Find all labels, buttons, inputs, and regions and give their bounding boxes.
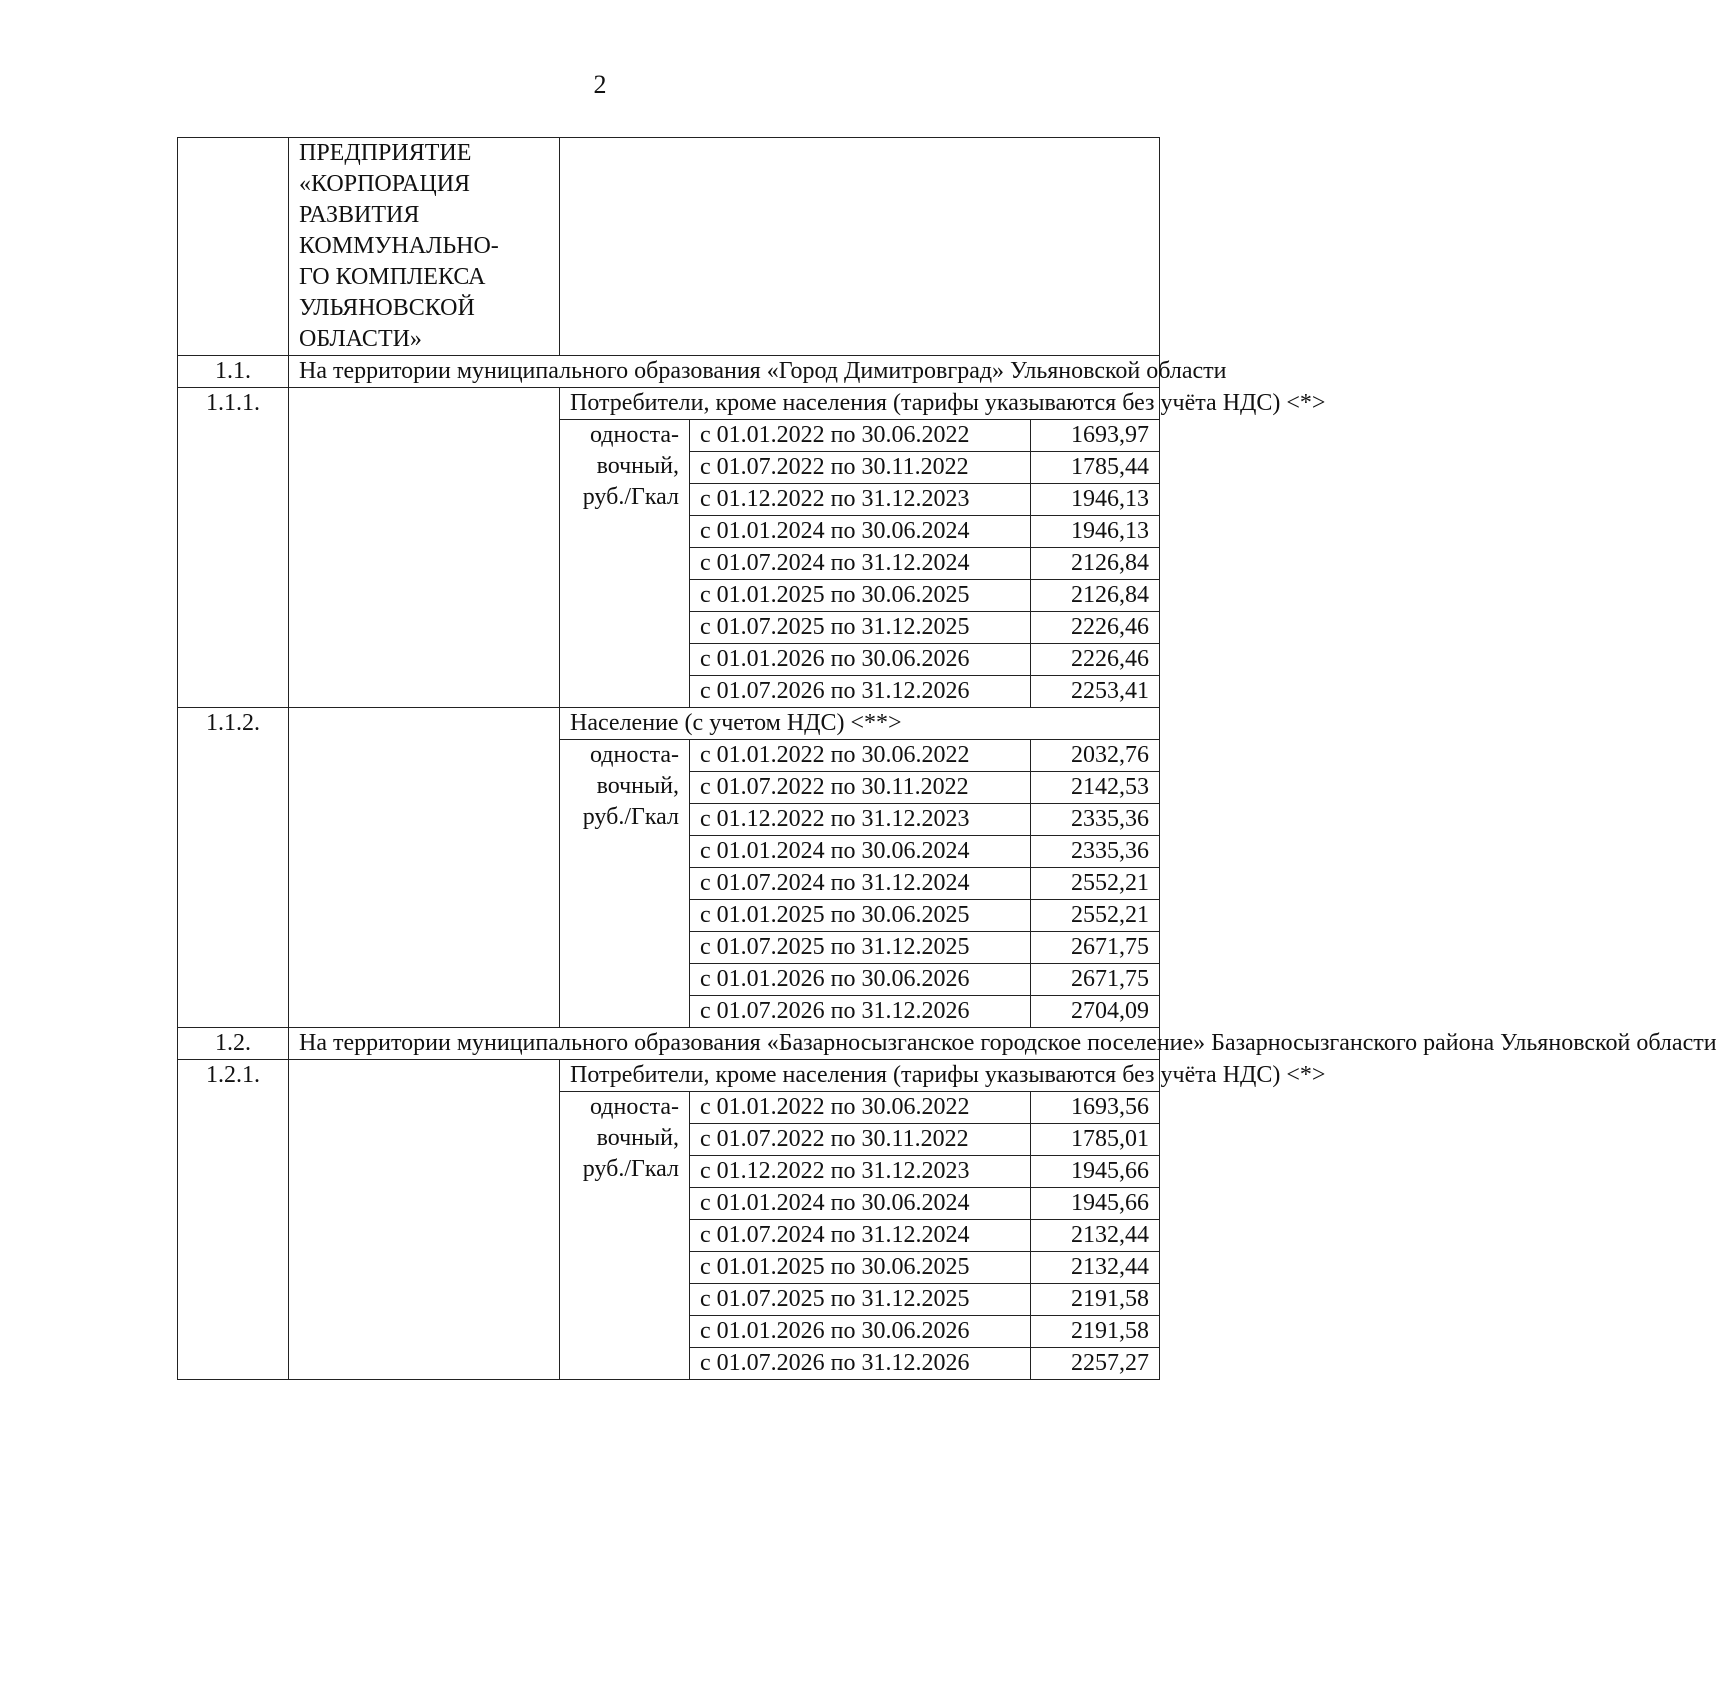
organization-name-line: ПРЕДПРИЯТИЕ <box>299 140 472 166</box>
tariff-period: с 01.07.2026 по 31.12.2026 <box>690 676 1031 708</box>
tariff-value: 2671,75 <box>1031 964 1160 996</box>
tariff-value: 2132,44 <box>1031 1220 1160 1252</box>
tariff-period: с 01.07.2024 по 31.12.2024 <box>690 1220 1031 1252</box>
organization-name-line: ОБЛАСТИ» <box>299 326 422 352</box>
group-title: Потребители, кроме населения (тарифы указываются без учёта НДС) <*> <box>560 388 1160 420</box>
unit-line: руб./Гкал <box>582 1156 679 1182</box>
tariff-value: 1785,44 <box>1031 452 1160 484</box>
tariff-period: с 01.01.2026 по 30.06.2026 <box>690 964 1031 996</box>
organization-row <box>178 138 1160 356</box>
organization-name-line: «КОРПОРАЦИЯ <box>299 171 471 197</box>
page-number: 2 <box>593 70 607 99</box>
tariff-period: с 01.07.2022 по 30.11.2022 <box>690 1124 1031 1156</box>
tariff-period: с 01.01.2024 по 30.06.2024 <box>690 516 1031 548</box>
tariff-period: с 01.01.2022 по 30.06.2022 <box>690 420 1031 452</box>
tariff-period: с 01.01.2025 по 30.06.2025 <box>690 1252 1031 1284</box>
tariff-value: 2704,09 <box>1031 996 1160 1028</box>
tariff-period: с 01.01.2022 по 30.06.2022 <box>690 1092 1031 1124</box>
organization-name-line: УЛЬЯНОВСКОЙ <box>299 295 475 321</box>
tariff-value: 2226,46 <box>1031 644 1160 676</box>
tariff-value: 2191,58 <box>1031 1284 1160 1316</box>
tariff-period: с 01.01.2024 по 30.06.2024 <box>690 836 1031 868</box>
group-title: Потребители, кроме населения (тарифы указываются без учёта НДС) <*> <box>560 1060 1160 1092</box>
organization-name-line: КОММУНАЛЬНО- <box>299 233 499 259</box>
tariff-period: с 01.01.2022 по 30.06.2022 <box>690 740 1031 772</box>
section-number: 1.2. <box>178 1028 289 1060</box>
tariff-value: 2253,41 <box>1031 676 1160 708</box>
group-header-row <box>178 388 1160 420</box>
unit-line: односта- <box>589 1094 679 1120</box>
group-number: 1.2.1. <box>178 1060 289 1380</box>
organization-number-cell <box>178 138 289 356</box>
tariff-table-body <box>178 138 1717 1380</box>
tariff-value: 2226,46 <box>1031 612 1160 644</box>
tariff-period: с 01.07.2024 по 31.12.2024 <box>690 868 1031 900</box>
group-title: Население (с учетом НДС) <**> <box>560 708 1160 740</box>
tariff-period: с 01.12.2022 по 31.12.2023 <box>690 1156 1031 1188</box>
tariff-period: с 01.07.2025 по 31.12.2025 <box>690 932 1031 964</box>
tariff-value: 1945,66 <box>1031 1156 1160 1188</box>
unit-cell <box>560 1092 690 1380</box>
group-number: 1.1.1. <box>178 388 289 708</box>
tariff-value: 1693,56 <box>1031 1092 1160 1124</box>
section-row <box>178 356 1160 388</box>
tariff-value: 2257,27 <box>1031 1348 1160 1380</box>
tariff-value: 1785,01 <box>1031 1124 1160 1156</box>
tariff-period: с 01.01.2026 по 30.06.2026 <box>690 644 1031 676</box>
tariff-value: 1693,97 <box>1031 420 1160 452</box>
section-title: На территории муниципального образования «Город Димитровград» Ульяновской области <box>289 356 1160 388</box>
tariff-value: 2335,36 <box>1031 804 1160 836</box>
group-empty-cell <box>289 1060 560 1380</box>
tariff-value: 2142,53 <box>1031 772 1160 804</box>
tariff-value: 2335,36 <box>1031 836 1160 868</box>
tariff-value: 2126,84 <box>1031 548 1160 580</box>
tariff-period: с 01.07.2022 по 30.11.2022 <box>690 452 1031 484</box>
tariff-period: с 01.07.2026 по 31.12.2026 <box>690 996 1031 1028</box>
tariff-period: с 01.12.2022 по 31.12.2023 <box>690 484 1031 516</box>
tariff-value: 2191,58 <box>1031 1316 1160 1348</box>
tariff-value: 2126,84 <box>1031 580 1160 612</box>
tariff-value: 2552,21 <box>1031 868 1160 900</box>
tariff-value: 1946,13 <box>1031 484 1160 516</box>
tariff-value: 1946,13 <box>1031 516 1160 548</box>
tariff-period: с 01.07.2025 по 31.12.2025 <box>690 1284 1031 1316</box>
tariff-value: 2671,75 <box>1031 932 1160 964</box>
unit-line: руб./Гкал <box>582 484 679 510</box>
group-number: 1.1.2. <box>178 708 289 1028</box>
tariff-period: с 01.01.2026 по 30.06.2026 <box>690 1316 1031 1348</box>
group-empty-cell <box>289 388 560 708</box>
tariff-period: с 01.07.2025 по 31.12.2025 <box>690 612 1031 644</box>
tariff-value: 2132,44 <box>1031 1252 1160 1284</box>
tariff-period: с 01.01.2025 по 30.06.2025 <box>690 900 1031 932</box>
organization-empty-cell <box>560 138 1160 356</box>
tariff-period: с 01.07.2022 по 30.11.2022 <box>690 772 1031 804</box>
unit-line: вочный, <box>596 1125 679 1151</box>
unit-line: вочный, <box>596 453 679 479</box>
tariff-period: с 01.01.2025 по 30.06.2025 <box>690 580 1031 612</box>
tariff-period: с 01.07.2026 по 31.12.2026 <box>690 1348 1031 1380</box>
tariff-value: 1945,66 <box>1031 1188 1160 1220</box>
unit-line: руб./Гкал <box>582 804 679 830</box>
unit-line: односта- <box>589 742 679 768</box>
section-number: 1.1. <box>178 356 289 388</box>
tariff-period: с 01.12.2022 по 31.12.2023 <box>690 804 1031 836</box>
tariff-period: с 01.07.2024 по 31.12.2024 <box>690 548 1031 580</box>
tariff-period: с 01.01.2024 по 30.06.2024 <box>690 1188 1031 1220</box>
tariff-value: 2032,76 <box>1031 740 1160 772</box>
tariff-table <box>177 137 1717 1380</box>
tariff-value: 2552,21 <box>1031 900 1160 932</box>
organization-name-line: РАЗВИТИЯ <box>299 202 420 228</box>
group-empty-cell <box>289 708 560 1028</box>
section-title: На территории муниципального образования «Базарносызганское городское поселение» Базарносызганского района Ульяновской области <box>289 1028 1160 1060</box>
section-row <box>178 1028 1160 1060</box>
unit-cell <box>560 420 690 708</box>
group-header-row <box>178 708 1160 740</box>
unit-line: односта- <box>589 422 679 448</box>
group-header-row <box>178 1060 1160 1092</box>
organization-name-line: ГО КОМПЛЕКСА <box>299 264 486 290</box>
unit-cell <box>560 740 690 1028</box>
unit-line: вочный, <box>596 773 679 799</box>
organization-name-cell <box>289 138 560 356</box>
